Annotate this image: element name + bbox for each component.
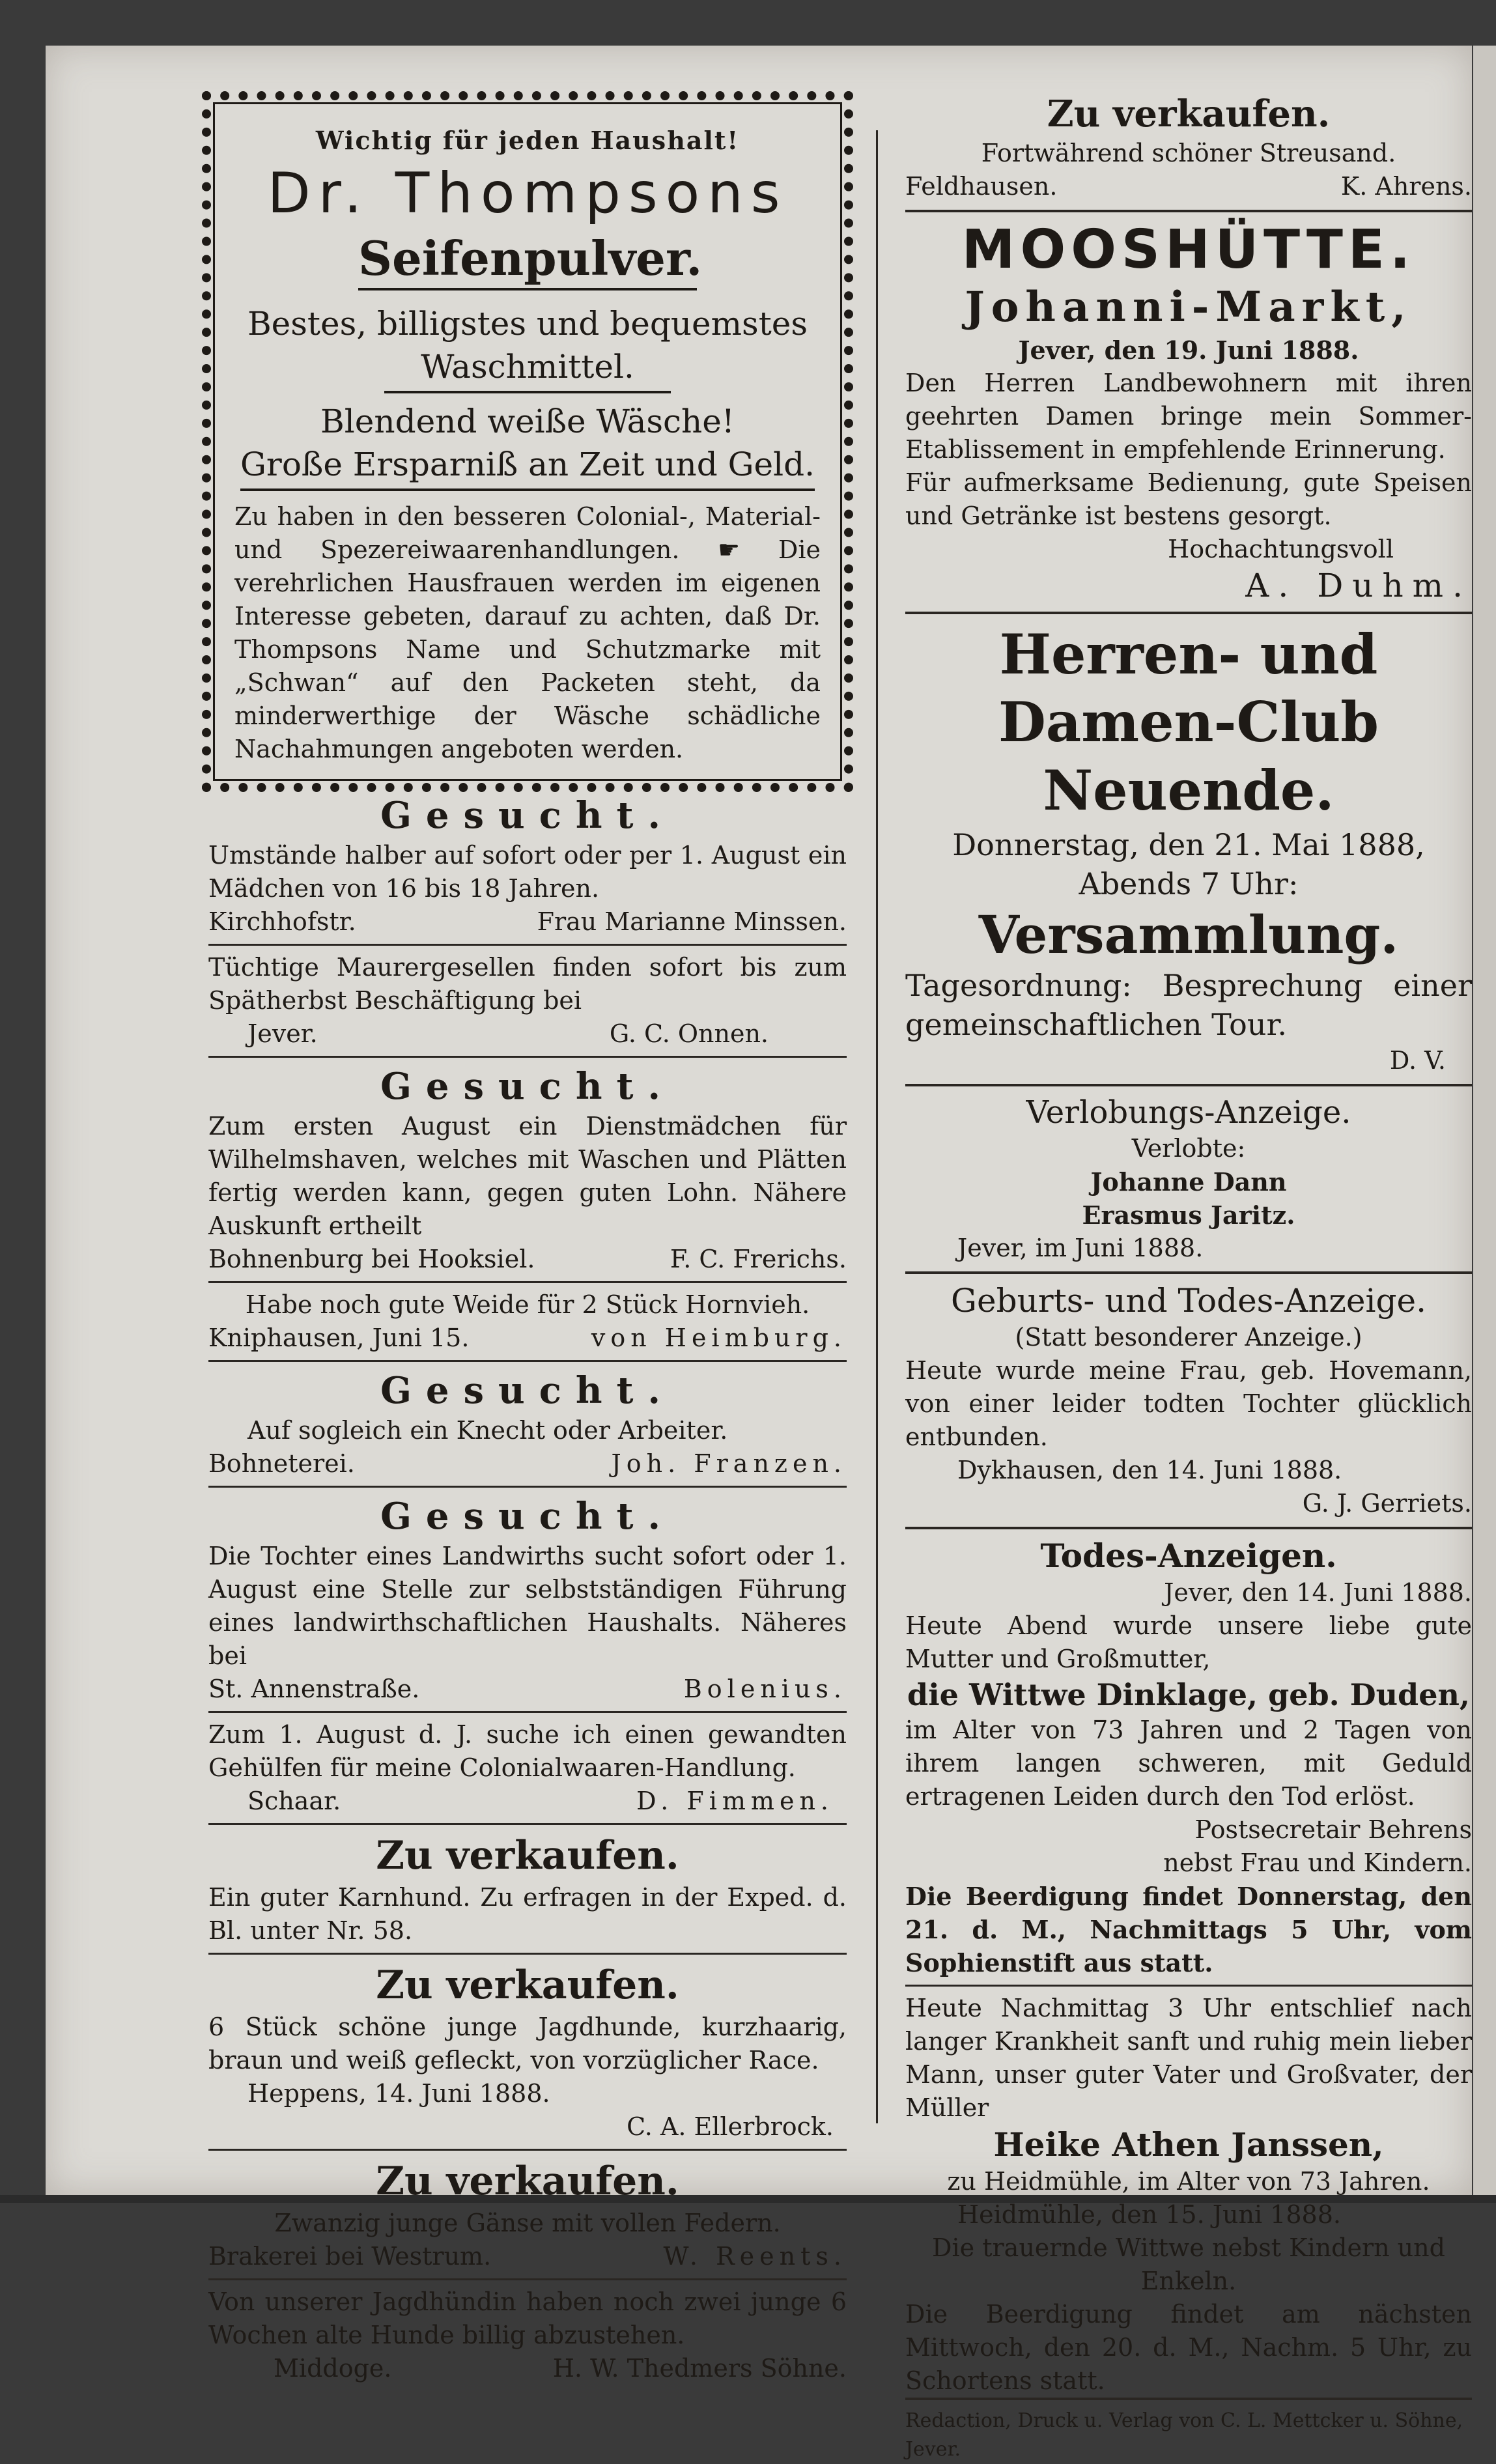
ad-title: Herren- und Damen-Club bbox=[998, 622, 1379, 754]
ad-body-3: Heute Nachmittag 3 Uhr entschlief nach langer Krankheit sanft und ruhig mein lieber Mann, unser guter Vater und Großvater, der Müller bbox=[905, 1994, 1472, 2122]
ad-age: zu Heidmühle, im Alter von 73 Jahren. bbox=[947, 2167, 1430, 2196]
ad-title: Zu verkaufen. bbox=[376, 1962, 679, 2008]
ad-mooshuette bbox=[905, 219, 1472, 605]
ad-agenda: Tagesordnung: Besprechung einer gemeinschaftlichen Tour. bbox=[905, 968, 1472, 1042]
ad-signer: D. V. bbox=[1389, 1046, 1446, 1075]
divider bbox=[208, 1056, 847, 1058]
divider bbox=[208, 1953, 847, 1955]
ad-body: Zwanzig junge Gänse mit vollen Federn. bbox=[274, 2209, 781, 2237]
ad-gesucht-3 bbox=[208, 1367, 847, 1480]
ad-signer: Bolenius. bbox=[683, 1675, 847, 1703]
ad-signature bbox=[208, 2352, 847, 2385]
ad-todes bbox=[905, 1536, 1472, 2398]
ad-signer: D. Fimmen. bbox=[636, 1787, 834, 1815]
ad-title: Todes-Anzeigen. bbox=[1040, 1536, 1337, 1575]
thompsons-product: Seifenpulver. bbox=[358, 229, 697, 290]
ad-name-1: Johanne Dann bbox=[1090, 1167, 1287, 1197]
divider bbox=[208, 2278, 847, 2280]
ad-signature bbox=[208, 1673, 847, 1706]
ad-jagdhunde bbox=[208, 2286, 847, 2385]
ad-title: MOOSHÜTTE. bbox=[961, 219, 1416, 281]
ad-body: Heute wurde meine Frau, geb. Hovemann, von einer leider todten Tochter glücklich entbunden. bbox=[905, 1356, 1472, 1451]
divider bbox=[384, 391, 671, 393]
ad-place: Kniphausen, Juni 15. bbox=[208, 1324, 470, 1352]
divider bbox=[208, 1281, 847, 1283]
divider bbox=[905, 210, 1472, 212]
ad-place: Kirchhofstr. bbox=[208, 907, 356, 936]
page-edge bbox=[1473, 46, 1496, 2203]
ad-date-2: Heidmühle, den 15. Juni 1888. bbox=[957, 2200, 1341, 2229]
divider bbox=[208, 1711, 847, 1713]
left-column bbox=[208, 91, 847, 2385]
ad-place: Jever. bbox=[247, 1019, 318, 1048]
ad-signature bbox=[905, 170, 1472, 203]
ad-body: 6 Stück schöne junge Jagdhunde, kurzhaarig, braun und weiß gefleckt, von vorzüglicher Race. bbox=[208, 2013, 847, 2075]
ad-place: Feldhausen. bbox=[905, 172, 1058, 201]
ad-body: Zum 1. August d. J. suche ich einen gewandten Gehülfen für meine Colonialwaaren-Handlung. bbox=[208, 1720, 847, 1782]
ad-verkaufen-2 bbox=[208, 1960, 847, 2144]
ad-weide bbox=[208, 1288, 847, 1355]
divider bbox=[905, 1985, 1472, 1987]
ad-body-1: Den Herren Landbewohnern mit ihren geehrten Damen bringe mein Sommer-Etablissement in empfehlende Erinnerung. bbox=[905, 369, 1472, 464]
ad-place: St. Annenstraße. bbox=[208, 1675, 420, 1703]
ad-body: Ein guter Karnhund. Zu erfragen in der Exped. d. Bl. unter Nr. 58. bbox=[208, 1883, 847, 1945]
ad-signer: Frau Marianne Minssen. bbox=[537, 907, 847, 936]
ad-gesucht-1 bbox=[208, 792, 847, 939]
thompsons-claim-4-text: Große Ersparniß an Zeit und Geld. bbox=[240, 443, 815, 491]
ad-name-2: Erasmus Jaritz. bbox=[1082, 1200, 1295, 1230]
thompsons-claim-1: Bestes, billigstes und bequemstes bbox=[247, 305, 808, 343]
ad-funeral-1: Die Beerdigung findet Donnerstag, den 21. d. M., Nachmittags 5 Uhr, vom Sophienstift aus statt. bbox=[905, 1882, 1472, 1977]
ad-signature bbox=[208, 1322, 847, 1355]
divider bbox=[905, 1271, 1472, 1274]
ad-body-2: im Alter von 73 Jahren und 2 Tagen von ihrem langen schweren, mit Geduld ertragenen Leiden durch den Tod erlöst. bbox=[905, 1716, 1472, 1811]
thompsons-body: Zu haben in den besseren Colonial-, Material- und Spezereiwaarenhandlungen. ☛ Die verehrlichen Hausfrauen werden im eigenen Interesse gebeten, darauf zu achten, daß Dr. Thompsons Name und Schutzmarke mit „Schwan“ auf den Packeten steht, da minderwerthige der Wäsche schädliche Nachahmungen angeboten werden. bbox=[234, 502, 821, 763]
ad-title: Zu verkaufen. bbox=[376, 2159, 679, 2204]
ad-geburt-tod bbox=[905, 1281, 1472, 1520]
ad-signer: K. Ahrens. bbox=[1340, 172, 1472, 201]
ad-signer-3: Die trauernde Wittwe nebst Kindern und Enkeln. bbox=[932, 2233, 1445, 2295]
ad-gesucht-2 bbox=[208, 1063, 847, 1276]
ad-signer: G. C. Onnen. bbox=[609, 1019, 769, 1048]
ad-place: Bohneterei. bbox=[208, 1449, 355, 1478]
ad-title: Zu verkaufen. bbox=[1047, 92, 1331, 135]
ad-date: Jever, den 19. Juni 1888. bbox=[1018, 335, 1359, 365]
ad-body: Habe noch gute Weide für 2 Stück Hornvieh. bbox=[245, 1290, 810, 1319]
ad-date: Dykhausen, den 14. Juni 1888. bbox=[957, 1456, 1342, 1484]
divider bbox=[905, 1084, 1472, 1086]
ad-deceased-2: Heike Athen Janssen, bbox=[993, 2125, 1384, 2164]
right-column bbox=[905, 91, 1472, 2464]
ad-funeral-2: Die Beerdigung findet am nächsten Mittwoch, den 20. d. M., Nachm. 5 Uhr, zu Schortens statt. bbox=[905, 2300, 1472, 2395]
ad-title: Verlobungs-Anzeige. bbox=[1026, 1094, 1351, 1131]
divider bbox=[905, 612, 1472, 614]
ad-signature bbox=[208, 1017, 847, 1051]
thompsons-name: Dr. Thompsons bbox=[267, 161, 788, 226]
thompsons-head: Wichtig für jeden Haushalt! bbox=[315, 126, 740, 155]
ad-body: Tüchtige Maurergesellen finden sofort bis zum Spätherbst Beschäftigung bei bbox=[208, 953, 847, 1015]
ad-signer: C. A. Ellerbrock. bbox=[627, 2112, 834, 2141]
ad-signer: F. C. Frerichs. bbox=[670, 1245, 847, 1273]
ad-signer: Joh. Franzen. bbox=[611, 1449, 847, 1478]
ad-place: Heppens, 14. Juni 1888. bbox=[247, 2079, 550, 2108]
thompsons-claim-2: Waschmittel. bbox=[421, 348, 634, 386]
ad-body-1: Heute Abend wurde unsere liebe gute Mutter und Großmutter, bbox=[905, 1611, 1472, 1673]
ad-place: Bohnenburg bei Hooksiel. bbox=[208, 1245, 535, 1273]
ad-greeting: Hochachtungsvoll bbox=[1168, 535, 1394, 563]
ad-verkaufen-3 bbox=[208, 2156, 847, 2273]
ad-verkaufen-1 bbox=[208, 1830, 847, 1947]
ad-deceased-1: die Wittwe Dinklage, geb. Duden, bbox=[907, 1677, 1470, 1712]
ad-body-2: Für aufmerksame Bedienung, gute Speisen und Getränke ist bestens gesorgt. bbox=[905, 468, 1472, 530]
divider bbox=[208, 1823, 847, 1825]
ad-body: Von unserer Jagdhündin haben noch zwei junge 6 Wochen alte Hunde billig abzustehen. bbox=[208, 2287, 847, 2349]
ad-gesucht-4 bbox=[208, 1493, 847, 1706]
ad-place: Brakerei bei Westrum. bbox=[208, 2242, 492, 2271]
ad-signer-1: Postsecretair Behrens bbox=[1194, 1815, 1472, 1844]
ad-place: Schaar. bbox=[247, 1787, 341, 1815]
ad-gehuelfe bbox=[208, 1718, 847, 1818]
ad-subtitle: (Statt besonderer Anzeige.) bbox=[1015, 1323, 1362, 1352]
ad-maurer bbox=[208, 951, 847, 1051]
ad-title: Geburts- und Todes-Anzeige. bbox=[951, 1282, 1426, 1320]
ad-event: Versammlung. bbox=[978, 904, 1399, 965]
thompsons-claim-4 bbox=[234, 443, 821, 491]
ad-title-2: Neuende. bbox=[1043, 758, 1334, 823]
ad-date: Donnerstag, den 21. Mai 1888, bbox=[952, 827, 1425, 862]
divider bbox=[208, 1486, 847, 1488]
ad-signer: G. J. Gerriets. bbox=[1302, 1489, 1472, 1518]
ad-body: Die Tochter eines Landwirths sucht sofort oder 1. August eine Stelle zur selbstständigen Führung eines landwirthschaftlichen Haushalts. Näheres bei bbox=[208, 1542, 847, 1670]
imprint: Redaction, Druck u. Verlag von C. L. Mettcker u. Söhne, Jever. bbox=[905, 2398, 1472, 2464]
divider bbox=[905, 1527, 1472, 1529]
ad-title: Gesucht. bbox=[380, 1065, 675, 1108]
ad-body: Fortwährend schöner Streusand. bbox=[981, 139, 1396, 167]
ad-club bbox=[905, 621, 1472, 1077]
ad-time: Abends 7 Uhr: bbox=[1079, 866, 1299, 901]
ad-verlobung bbox=[905, 1093, 1472, 1265]
ad-body: Zum ersten August ein Dienstmädchen für Wilhelmshaven, welches mit Waschen und Plätten fertig werden kann, gegen guten Lohn. Nähere Auskunft ertheilt bbox=[208, 1112, 847, 1240]
ad-streusand bbox=[905, 91, 1472, 203]
column-separator bbox=[876, 130, 878, 2123]
ad-signer-2: nebst Frau und Kindern. bbox=[1163, 1848, 1472, 1877]
ad-subtitle: Johanni-Markt, bbox=[965, 283, 1413, 332]
ad-title: Gesucht. bbox=[380, 1369, 675, 1412]
ad-signer: A. Duhm. bbox=[1245, 567, 1472, 604]
ad-body: Umstände halber auf sofort oder per 1. August ein Mädchen von 16 bis 18 Jahren. bbox=[208, 841, 847, 903]
divider bbox=[208, 2149, 847, 2151]
ad-title: Zu verkaufen. bbox=[376, 1833, 679, 1878]
divider bbox=[208, 1360, 847, 1362]
ad-signer: von Heimburg. bbox=[591, 1324, 847, 1352]
ad-date: Jever, im Juni 1888. bbox=[957, 1234, 1204, 1262]
ad-subtitle: Verlobte: bbox=[1131, 1134, 1246, 1163]
ad-signature bbox=[208, 1243, 847, 1276]
ad-signature bbox=[208, 1785, 847, 1818]
thompsons-claim-3: Blendend weiße Wäsche! bbox=[320, 403, 735, 440]
ad-title: Gesucht. bbox=[380, 794, 675, 837]
ad-body: Auf sogleich ein Knecht oder Arbeiter. bbox=[247, 1416, 728, 1445]
ad-signature bbox=[208, 2240, 847, 2273]
ad-title: Gesucht. bbox=[380, 1495, 675, 1538]
ad-signer: H. W. Thedmers Söhne. bbox=[552, 2354, 847, 2383]
ad-signature bbox=[208, 905, 847, 939]
divider bbox=[208, 944, 847, 946]
ad-signature bbox=[208, 1447, 847, 1480]
ad-signer: W. Reents. bbox=[663, 2242, 847, 2271]
thompsons-ad bbox=[202, 91, 853, 792]
ad-date: Jever, den 14. Juni 1888. bbox=[1164, 1578, 1472, 1607]
ad-place: Middoge. bbox=[274, 2354, 392, 2383]
